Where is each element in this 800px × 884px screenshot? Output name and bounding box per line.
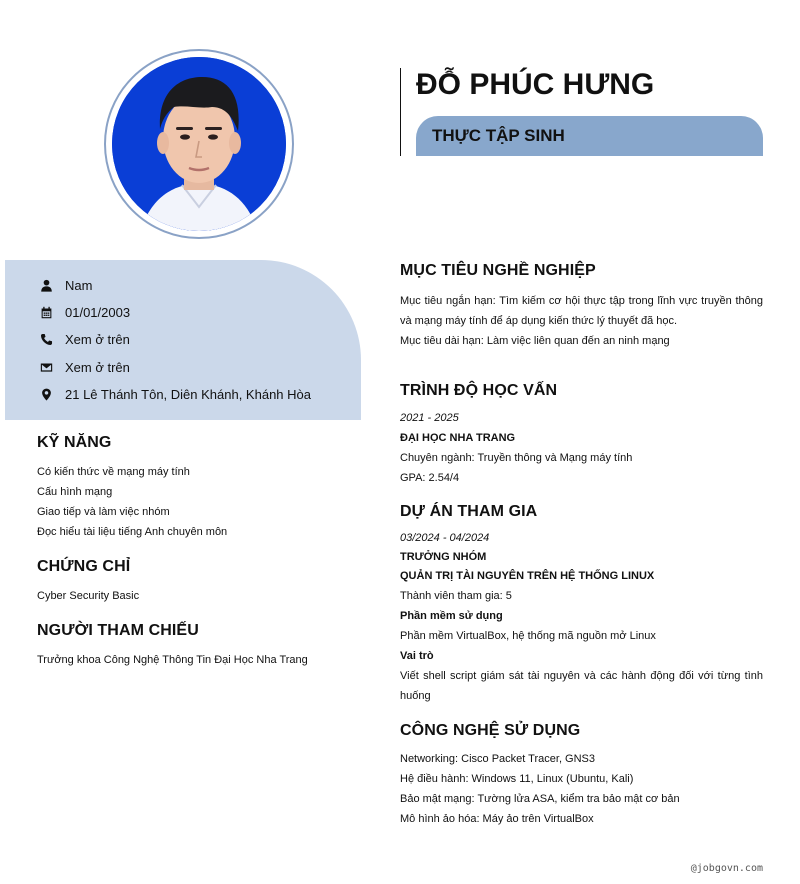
skills-section — [37, 434, 357, 542]
watermark: @jobgovn.com — [690, 863, 763, 874]
contact-phone — [40, 330, 130, 348]
projects-section — [400, 503, 763, 706]
contact-birthday — [40, 303, 130, 321]
section-title: DỰ ÁN THAM GIA — [400, 503, 538, 520]
contact-address — [40, 385, 311, 403]
project-software: Phần mềm VirtualBox, hệ thống mã nguồn mở Linux — [400, 630, 656, 642]
list-item: Bảo mật mạng: Tường lửa ASA, kiểm tra bảo mật cơ bản — [400, 793, 680, 805]
project-name: QUẢN TRỊ TÀI NGUYÊN TRÊN HỆ THỐNG LINUX — [400, 570, 655, 582]
education-gpa: GPA: 2.54/4 — [400, 472, 460, 484]
list-item: Cyber Security Basic — [37, 590, 140, 602]
list-item: Mô hình ảo hóa: Máy ảo trên VirtualBox — [400, 813, 594, 825]
section-title: MỤC TIÊU NGHỀ NGHIỆP — [400, 262, 596, 279]
candidate-name: ĐỖ PHÚC HƯNG — [416, 68, 655, 101]
certificates-section — [37, 558, 357, 606]
objective-long-term: Mục tiêu dài hạn: Làm việc liên quan đến an ninh mạng — [400, 335, 670, 347]
section-title: CHỨNG CHỈ — [37, 558, 131, 575]
person-icon — [40, 279, 53, 292]
section-title: KỸ NĂNG — [37, 434, 112, 451]
list-item: Đọc hiểu tài liệu tiếng Anh chuyên môn — [37, 526, 228, 538]
project-role-label: Vai trò — [400, 650, 434, 662]
education-section — [400, 382, 763, 488]
project-role-title: TRƯỞNG NHÓM — [400, 551, 487, 563]
profile-photo-frame — [104, 49, 294, 239]
project-software-label: Phần mềm sử dụng — [400, 610, 503, 622]
contact-email-text: Xem ở trên — [65, 359, 130, 375]
section-title: CÔNG NGHỆ SỬ DỤNG — [400, 722, 581, 739]
contact-panel — [5, 260, 361, 420]
header-divider — [400, 68, 401, 156]
education-school: ĐẠI HỌC NHA TRANG — [400, 432, 516, 444]
technology-section — [400, 722, 763, 829]
contact-email — [40, 358, 130, 376]
list-item: Giao tiếp và làm việc nhóm — [37, 506, 170, 518]
position-banner — [416, 116, 763, 156]
section-title: TRÌNH ĐỘ HỌC VẤN — [400, 382, 558, 399]
objective-short-term: Mục tiêu ngắn hạn: Tìm kiếm cơ hội thực tập trong lĩnh vực truyền thông và mạng máy tính để áp dụng kiến thức lý thuyết đã học. — [400, 295, 763, 327]
education-period: 2021 - 2025 — [400, 412, 459, 424]
contact-gender-text: Nam — [65, 277, 93, 293]
project-period: 03/2024 - 04/2024 — [400, 532, 490, 544]
phone-icon — [40, 333, 53, 346]
list-item: Networking: Cisco Packet Tracer, GNS3 — [400, 753, 596, 765]
list-item: Hệ điều hành: Windows 11, Linux (Ubuntu, Kali) — [400, 773, 634, 785]
project-members: Thành viên tham gia: 5 — [400, 590, 512, 602]
calendar-icon — [40, 306, 53, 319]
list-item: Cấu hình mạng — [37, 486, 113, 498]
position-title: THỰC TẬP SINH — [432, 126, 565, 145]
list-item: Có kiến thức về mạng máy tính — [37, 466, 190, 478]
contact-birthday-text: 01/01/2003 — [65, 304, 131, 320]
contact-address-text: 21 Lê Thánh Tôn, Diên Khánh, Khánh Hòa — [65, 386, 311, 402]
project-role: Viết shell script giám sát tài nguyên và các hành động đối với từng tình huống — [400, 670, 763, 702]
profile-photo — [112, 57, 286, 231]
education-major: Chuyên ngành: Truyền thông và Mạng máy tính — [400, 452, 633, 464]
contact-phone-text: Xem ở trên — [65, 331, 130, 347]
contact-gender — [40, 276, 92, 294]
location-pin-icon — [40, 388, 53, 401]
references-section — [37, 622, 357, 670]
section-title: NGƯỜI THAM CHIẾU — [37, 622, 199, 639]
list-item: Trưởng khoa Công Nghệ Thông Tin Đại Học Nha Trang — [37, 654, 308, 666]
mail-icon — [40, 361, 53, 374]
objective-section — [400, 262, 763, 351]
